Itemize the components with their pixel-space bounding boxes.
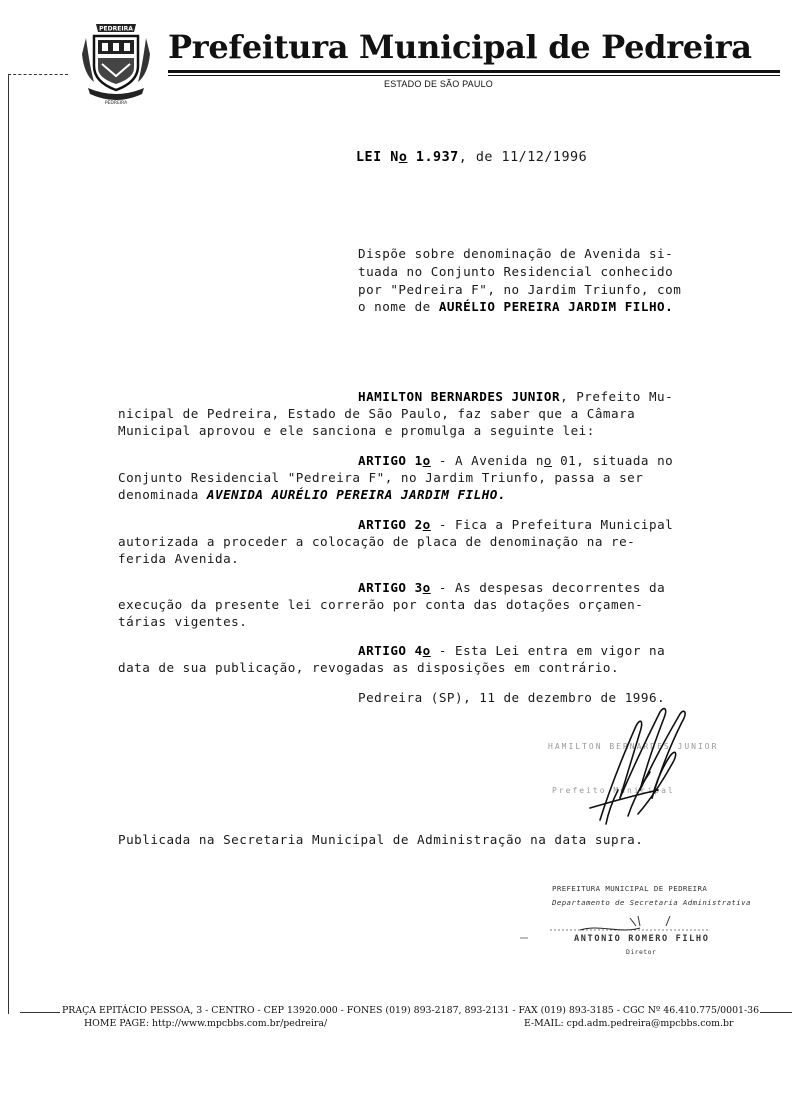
article-1-line: Conjunto Residencial "Pedreira F", no Jardim Triunfo, passa a ser xyxy=(118,470,644,485)
summary-line xyxy=(358,299,673,315)
article-ordinal: o xyxy=(422,580,431,595)
article-3-line: tárias vigentes. xyxy=(118,614,248,629)
summary-line: tuada no Conjunto Residencial conhecido xyxy=(358,264,674,279)
law-number xyxy=(356,150,587,166)
article-text: - Esta Lei entra em vigor na xyxy=(430,643,666,658)
state-subtitle: ESTADO DE SÃO PAULO xyxy=(384,79,493,89)
avenue-name: AVENIDA AURÉLIO PEREIRA JARDIM FILHO. xyxy=(206,487,506,502)
article-2-line: autorizada a proceder a colocação de placa de denominação na re- xyxy=(118,534,636,549)
law-number-ordinal: o xyxy=(398,150,408,165)
article-text: 01, situada no xyxy=(552,453,674,468)
article-label: ARTIGO 2 xyxy=(358,517,423,532)
article-ordinal: o xyxy=(543,453,553,468)
summary-prefix: o nome de xyxy=(358,299,439,314)
crest-bottom-text: PEDREIRA xyxy=(104,101,128,106)
stamp-line: Departamento de Secretaria Administrativa xyxy=(552,898,751,907)
article-3-line xyxy=(358,580,665,596)
article-4-line xyxy=(358,643,665,659)
article-3-line: execução da presente lei correrão por conta das dotações orçamen- xyxy=(118,597,644,612)
header-rule-thick xyxy=(168,70,780,73)
preamble-rest: , Prefeito Mu- xyxy=(560,389,674,404)
stamp-officer-title: Diretor xyxy=(626,948,657,956)
article-text: denominada xyxy=(118,487,207,502)
honoree-name: AURÉLIO PEREIRA JARDIM FILHO. xyxy=(438,299,674,314)
signature-icon xyxy=(570,698,700,826)
coat-of-arms-icon xyxy=(80,18,152,106)
signatory-title: Prefeito Municipal xyxy=(552,786,675,795)
summary-line: Dispõe sobre denominação de Avenida si- xyxy=(358,246,674,261)
header-rule-thin xyxy=(168,75,780,76)
footer-rule-right xyxy=(760,1012,792,1013)
page-border-left xyxy=(8,74,10,1014)
law-date: , de 11/12/1996 xyxy=(458,150,588,165)
place-date: Pedreira (SP), 11 de dezembro de 1996. xyxy=(358,690,666,705)
article-text: - A Avenida n xyxy=(430,453,544,468)
footer-email: E-MAIL: cpd.adm.pedreira@mpcbbs.com.br xyxy=(524,1018,734,1029)
article-2-line xyxy=(358,517,673,533)
page-title: Prefeitura Municipal de Pedreira xyxy=(168,28,752,66)
preamble-line: Municipal aprovou e ele sanciona e promulga a seguinte lei: xyxy=(118,423,595,438)
article-1-line xyxy=(118,487,506,503)
summary-line: por "Pedreira F", no Jardim Triunfo, com xyxy=(358,282,682,297)
footer-rule-left xyxy=(20,1012,60,1013)
publication-note: Publicada na Secretaria Municipal de Administração na data supra. xyxy=(118,832,644,847)
stamp-line: PREFEITURA MUNICIPAL DE PEDREIRA xyxy=(552,884,708,893)
article-ordinal: o xyxy=(422,517,431,532)
article-ordinal: o xyxy=(422,453,431,468)
preamble-line xyxy=(358,389,673,405)
article-4-line: data de sua publicação, revogadas as disposições em contrário. xyxy=(118,660,620,675)
preamble-line: nicipal de Pedreira, Estado de São Paulo, faz saber que a Câmara xyxy=(118,406,636,421)
article-text: - As despesas decorrentes da xyxy=(430,580,666,595)
stamp-officer-name: ANTONIO ROMERO FILHO xyxy=(574,934,710,944)
law-number-value: 1.937 xyxy=(407,150,459,165)
page-border-top xyxy=(8,74,68,76)
article-label: ARTIGO 3 xyxy=(358,580,423,595)
article-label: ARTIGO 4 xyxy=(358,643,423,658)
article-ordinal: o xyxy=(422,643,431,658)
article-1-line xyxy=(358,453,673,469)
article-label: ARTIGO 1 xyxy=(358,453,423,468)
footer-address: PRAÇA EPITÁCIO PESSOA, 3 - CENTRO - CEP 13920.000 - FONES (019) 893-2187, 893-2131 - FAX (019) 893-3185 - CGC Nº 46.410.775/0001-36 xyxy=(62,1005,760,1016)
article-text: - Fica a Prefeitura Municipal xyxy=(430,517,674,532)
law-number-prefix: LEI N xyxy=(356,150,399,165)
article-2-line: ferida Avenida. xyxy=(118,551,240,566)
mayor-name: HAMILTON BERNARDES JUNIOR xyxy=(358,389,561,404)
crest-banner-text: PEDREIRA xyxy=(99,25,133,33)
footer-homepage: HOME PAGE: http://www.mpcbbs.com.br/pedreira/ xyxy=(84,1018,328,1029)
signatory-name: HAMILTON BERNARDES JUNIOR xyxy=(548,742,719,751)
